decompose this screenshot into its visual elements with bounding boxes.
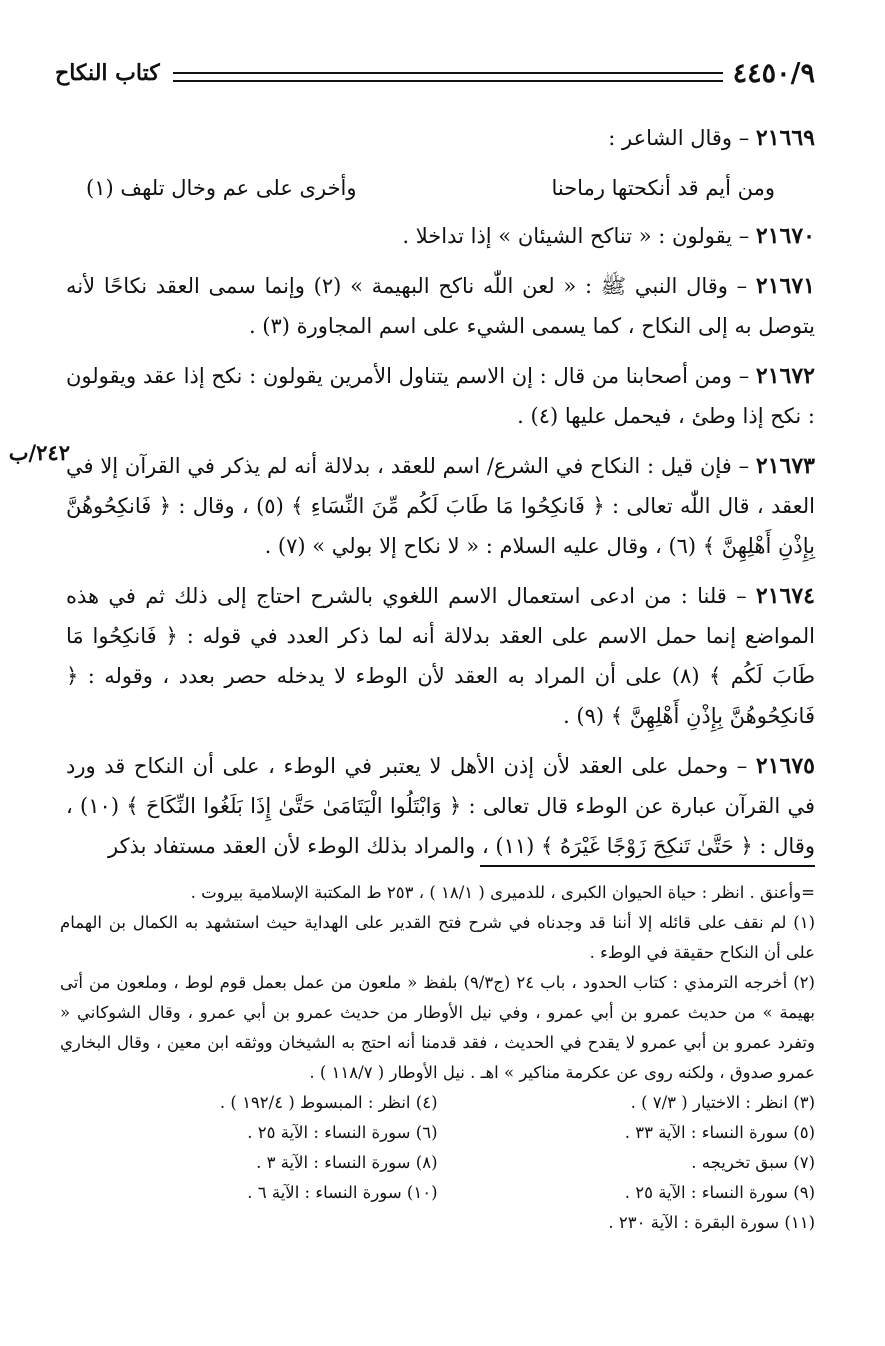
footnote-3: (٣) انظر : الاختيار ( ٧/٣ ) . bbox=[630, 1093, 815, 1112]
poem-hemistich-first: ومن أيم قد أنكحتها رماحنا bbox=[551, 176, 775, 200]
poem-hemistich-second: وأخرى على عم وخال تلهف (١) bbox=[86, 176, 357, 200]
paragraph-number: ٢١٦٧٣ bbox=[755, 453, 815, 479]
page-number: ٤٤٥٠/٩ bbox=[732, 58, 815, 89]
paragraph-text: – قلنا : من ادعى استعمال الاسم اللغوي بالشرح احتاج إلى ذلك ثم في هذه المواضع إنما حمل الاسم على العقد بدلالة أنه لما ذكر العدد في قوله : ﴿ فَانكِحُوا مَا طَابَ لَكُم ﴾ (٨) على أن المراد به العقد لأن الوطء لا يدخله حصر بعدد ، وقوله : ﴿ فَانكِحُوهُنَّ بِإِذْنِ أَهْلِهِنَّ ﴾ (٩) . bbox=[66, 584, 815, 728]
page-header bbox=[55, 58, 815, 98]
footnote-5: (٥) سورة النساء : الآية ٣٣ . bbox=[624, 1123, 815, 1142]
paragraph-number: ٢١٦٦٩ bbox=[755, 125, 815, 151]
footnote-1: (١) لم نقف على قائله إلا أننا قد وجدناه في شرح فتح القدير على الهداية حيث استشهد به الكمال بن الهمام على أن النكاح حقيقة في الوطء . bbox=[60, 913, 815, 962]
footnote-9: (٩) سورة النساء : الآية ٢٥ . bbox=[624, 1183, 815, 1202]
paragraph-text: – ومن أصحابنا من قال : إن الاسم يتناول الأمرين يقولون : نكح إذا عقد ويقولون : نكح إذا وطئ ، فيحمل عليها (٤) . bbox=[66, 364, 815, 428]
paragraph-number: ٢١٦٧١ bbox=[755, 273, 815, 299]
paragraph-text: – وقال النبي ﷺ : « لعن اللّٰه ناكح البهيمة » (٢) وإنما سمى العقد نكاحًا لأنه يتوصل به إلى النكاح ، كما يسمى الشيء على اسم المجاورة (٣) . bbox=[66, 274, 815, 338]
footnote-8: (٨) سورة النساء : الآية ٣ . bbox=[256, 1153, 438, 1172]
paragraph-number: ٢١٦٧٤ bbox=[755, 583, 815, 609]
paragraph-number: ٢١٦٧٠ bbox=[755, 223, 815, 249]
footnotes bbox=[60, 878, 815, 1238]
book-title: كتاب النكاح bbox=[55, 60, 160, 86]
footnote-row bbox=[60, 1148, 815, 1178]
footnote-2: (٢) أخرجه الترمذي : كتاب الحدود ، باب ٢٤ (ج٩/٣) بلفظ « ملعون من عمل بعمل قوم لوط ، وملعون من أتى بهيمة » من حديث عمرو بن أبي عمرو ، وفي نيل الأوطار من حديث عمرو بن أبي عمرو ، وقال الشوكاني « وتفرد عمرو بن أبي عمرو لا يقدح في الحديث ، فقد قدمنا أنه احتج به الشيخان ووثقه ابن معين ، وقال البخاري عمرو صدوق ، ولكنه روى عن عكرمة مناكير » اهـ . نيل الأوطار ( ١١٨/٧ ) . bbox=[60, 973, 815, 1082]
paragraph bbox=[66, 356, 815, 436]
footnote-row bbox=[60, 1178, 815, 1208]
paragraph bbox=[66, 216, 815, 256]
paragraph bbox=[66, 446, 815, 566]
main-text bbox=[66, 118, 815, 876]
poem-verse bbox=[66, 168, 815, 208]
paragraph-number: ٢١٦٧٢ bbox=[755, 363, 815, 389]
paragraph-number: ٢١٦٧٥ bbox=[755, 753, 815, 779]
footnote-10: (١٠) سورة النساء : الآية ٦ . bbox=[247, 1183, 438, 1202]
footnote-11: (١١) سورة البقرة : الآية ٢٣٠ . bbox=[608, 1213, 815, 1232]
footnote-continued: =وأعنق . انظر : حياة الحيوان الكبرى ، للدميرى ( ١٨/١ ) ، ٢٥٣ ط المكتبة الإسلامية بيروت . bbox=[190, 883, 815, 902]
footnote-rule bbox=[480, 865, 815, 867]
footnote-row bbox=[60, 1118, 815, 1148]
paragraph bbox=[66, 266, 815, 346]
margin-folio-note: ٢٤٢/ب bbox=[8, 440, 70, 465]
paragraph bbox=[66, 746, 815, 866]
footnote-row bbox=[60, 1088, 815, 1118]
paragraph-text: – يقولون : « تناكح الشيئان » إذا تداخلا . bbox=[402, 224, 750, 248]
footnote-4: (٤) انظر : المبسوط ( ١٩٢/٤ ) . bbox=[219, 1093, 438, 1112]
footnote-6: (٦) سورة النساء : الآية ٢٥ . bbox=[247, 1123, 438, 1142]
footnote-7: (٧) سبق تخريجه . bbox=[691, 1153, 815, 1172]
paragraph bbox=[66, 576, 815, 736]
paragraph-text: – فإن قيل : النكاح في الشرع/ اسم للعقد ، بدلالة أنه لم يذكر في القرآن إلا في العقد ، قال اللّٰه تعالى : ﴿ فَانكِحُوا مَا طَابَ لَكُم مِّنَ النِّسَاءِ ﴾ (٥) ، وقال : ﴿ فَانكِحُوهُنَّ بِإِذْنِ أَهْلِهِنَّ ﴾ (٦) ، وقال عليه السلام : « لا نكاح إلا بولي » (٧) . bbox=[66, 454, 816, 558]
header-rule bbox=[173, 72, 723, 82]
paragraph-text: – وحمل على العقد لأن إذن الأهل لا يعتبر في الوطء ، على أن النكاح قد ورد في القرآن عبارة عن الوطء قال تعالى : ﴿ وَابْتَلُوا الْيَتَامَىٰ حَتَّىٰ إِذَا بَلَغُوا النِّكَاحَ ﴾ (١٠) ، وقال : ﴿ حَتَّىٰ تَنكِحَ زَوْجًا غَيْرَهُ ﴾ (١١) ، والمراد بذلك الوطء لأن العقد مستفاد بذكر bbox=[66, 754, 815, 858]
paragraph-text: – وقال الشاعر : bbox=[608, 126, 750, 150]
paragraph bbox=[66, 118, 815, 158]
